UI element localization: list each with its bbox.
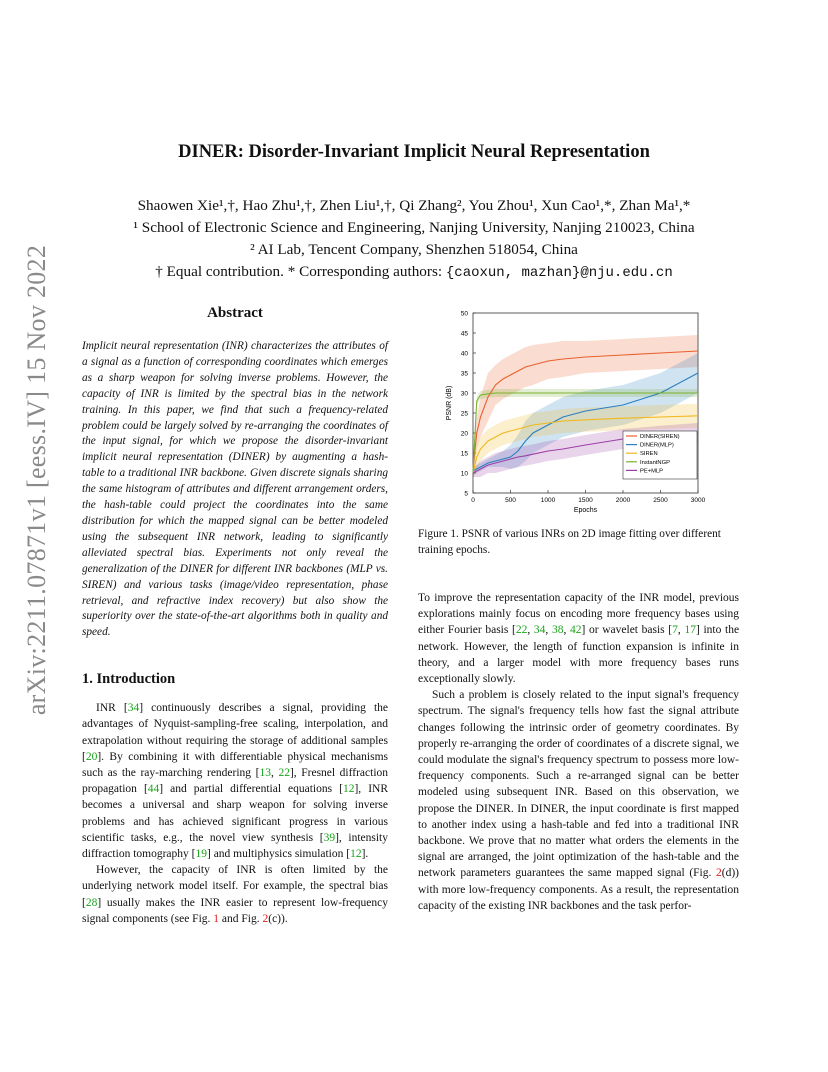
citation-link[interactable]: 20 [85,750,98,763]
text-run: ], intensity diffraction tomography [ [82,831,388,861]
text-run: , [270,767,279,780]
citation-link[interactable]: 7 [672,624,678,637]
y-tick-label: 15 [460,450,468,458]
text-run: , [563,624,570,637]
author-block [0,195,828,284]
x-tick-label: 1500 [578,497,593,504]
paper-title: DINER: Disorder-Invariant Implicit Neural Representation [178,142,650,162]
y-tick-label: 30 [460,390,468,398]
legend-label: DINER(MLP) [640,442,674,449]
authors-line: Shaowen Xie¹,†, Hao Zhu¹,†, Zhen Liu¹,†, Qi Zhang², You Zhou¹, Xun Cao¹,*, Zhan Ma¹,* [137,197,691,214]
text-run: INR [ [96,702,128,715]
affiliation-1: ¹ School of Electronic Science and Engineering, Nanjing University, Nanjing 210023, China [133,219,695,236]
text-run: ] continuously describes a signal, providing the advantages of Nyquist-sampling-free scaling, interpolation, and extrapolation without requiring the storage of additional samples [ [82,702,388,763]
citation-link[interactable]: 34 [533,624,546,637]
text-run: ] usually makes the INR easier to represent low-frequency signal components (see Fig. [82,896,388,925]
abstract-text: Implicit neural representation (INR) characterizes the attributes of a signal as a function of corresponding coordinates which emerges as a sharp weapon for solving inverse problems. However, the capacity of INR is limited by the spectral bias in the network training. In this paper, we find that such a frequency-related problem could be largely solved by re-arranging the coordinates of the input signal, for which we propose the disorder-invariant implicit neural representation (DINER) by augmenting a hash-table to a traditional INR backbone. Given discrete signals sharing the same histogram of attributes and different arrangement orders, the hash-table could project the coordinates into the same distribution for which the mapped signal can be better modeled using the subsequent INR network, leading to significantly alleviated spectral bias. Experiments not only reveal the generalization of the DINER for different INR backbones (MLP vs. SIREN) and various tasks (image/video representation, phase retrieval, and refractive index recovery) but also show the superiority over the state-of-the-art algorithms both in quality and speed. [82,340,388,639]
text-run: (d)) with more low-frequency components. As a result, the representation capacity of the existing INR backbones and the task perfor- [418,867,739,912]
citation-link[interactable]: 19 [195,848,207,861]
contribution-note [0,261,828,284]
intro-heading: 1. Introduction [82,671,176,688]
x-tick-label: 500 [505,497,516,504]
x-tick-label: 0 [471,497,475,504]
text-run: ] and partial differential equations [ [159,783,343,796]
arxiv-stamp-text: arXiv:2211.07871v1 [eess.IV] 15 Nov 2022 [22,244,51,716]
citation-link[interactable]: 22 [515,624,528,637]
y-tick-label: 50 [460,310,468,318]
y-tick-label: 10 [460,470,468,478]
legend-label: PE+MLP [640,468,664,475]
left-column [82,305,388,927]
x-tick-label: 2000 [615,497,631,504]
text-run: ]. By combining it with differentiable physical mechanisms such as the ray-marching rendering [ [82,750,388,780]
intro-paragraph-2 [82,862,388,927]
legend-label: SIREN [640,451,658,458]
text-run: , [527,624,534,637]
y-tick-label: 5 [464,490,468,498]
x-tick-label: 1000 [540,497,556,504]
citation-link[interactable]: 38 [551,624,564,637]
y-tick-label: 25 [460,410,468,418]
right-paragraph-1 [418,590,739,687]
citation-link[interactable]: 39 [323,831,336,844]
citation-link[interactable]: 42 [570,624,582,637]
x-axis-label: Epochs [573,507,598,514]
citation-link[interactable]: 22 [278,767,290,780]
figure-caption: Figure 1. PSNR of various INRs on 2D image fitting over different training epochs. [418,528,721,556]
citation-link[interactable]: 17 [684,624,696,637]
abstract-heading: Abstract [207,305,263,321]
y-tick-label: 40 [460,350,468,358]
right-paragraph-2 [418,687,739,914]
y-tick-label: 35 [460,370,468,378]
text-run: ], Fresnel diffraction propagation [ [82,767,389,796]
text-run: However, the capacity of INR is often limited by the underlying network model itself. For example, the spectral bias [ [82,864,388,909]
right-column [418,590,739,914]
affiliation-2: ² AI Lab, Tencent Company, Shenzhen 518054, China [250,241,578,258]
text-run: Such a problem is closely related to the input signal's frequency spectrum. The signal's frequency tells how fast the signal attribute changes following the intrinsic order of geometry coordinates. By properly re-arranging the order of coordinates of a discrete signal, we could modulate the signal's frequency spectrum to possess more low-frequency components. Such a re-arranged signal can be better modeled using subsequent INR. Based on this observation, we propose the DINER. In DINER, the input coordinate is first mapped to another index using a hash-table and fed into a traditional INR backbone. We prove that no matter what orders the elements in the signal are arranged, the joint optimization of the hash-table and the network parameters guarantees the same mapped signal (Fig. [418,689,739,880]
legend-label: DINER(SIREN) [640,434,680,440]
text-run: , [545,624,552,637]
text-run: (c)). [268,912,288,925]
intro-paragraph-1 [82,700,388,862]
figure-ref-link[interactable]: 2 [716,867,722,880]
text-run: ] or wavelet basis [ [581,624,673,637]
email-link[interactable]: {caoxun, mazhan}@nju.edu.cn [445,265,673,281]
contribution-text: † Equal contribution. * Corresponding authors: [155,263,446,280]
psnr-chart [418,303,738,518]
y-tick-label: 45 [460,330,468,338]
text-run: ], INR becomes a universal and sharp weapon for solving inverse problems and has achieved significant progress in various scientific tasks, e.g., the novel view synthesis [ [82,783,388,844]
figure-ref-link[interactable]: 1 [213,912,220,925]
arxiv-stamp [22,244,52,716]
text-run: ] and multiphysics simulation [ [206,848,351,861]
text-run: and Fig. [219,912,263,925]
y-tick-label: 20 [460,430,468,438]
y-axis-label: PSNR (dB) [446,385,453,421]
citation-link[interactable]: 12 [342,783,355,796]
figure-ref-link[interactable]: 2 [262,912,269,925]
citation-link[interactable]: 12 [350,848,362,861]
text-run: , [677,624,685,637]
text-run: ] into the network. However, the length of function expansion is infinite in theory, and a larger model with more frequency bases runs exceptionally slowly. [418,624,740,686]
citation-link[interactable]: 13 [259,767,271,780]
x-tick-label: 3000 [690,497,706,504]
x-tick-label: 2500 [653,497,668,504]
text-run: ]. [361,848,369,861]
citation-link[interactable]: 28 [85,896,98,909]
legend-label: InstantNGP [640,459,670,466]
text-run: To improve the representation capacity of the INR model, previous explorations mainly focus on encoding more frequency bases using either Fourier basis [ [418,592,739,637]
citation-link[interactable]: 44 [147,783,160,796]
citation-link[interactable]: 34 [127,702,140,715]
